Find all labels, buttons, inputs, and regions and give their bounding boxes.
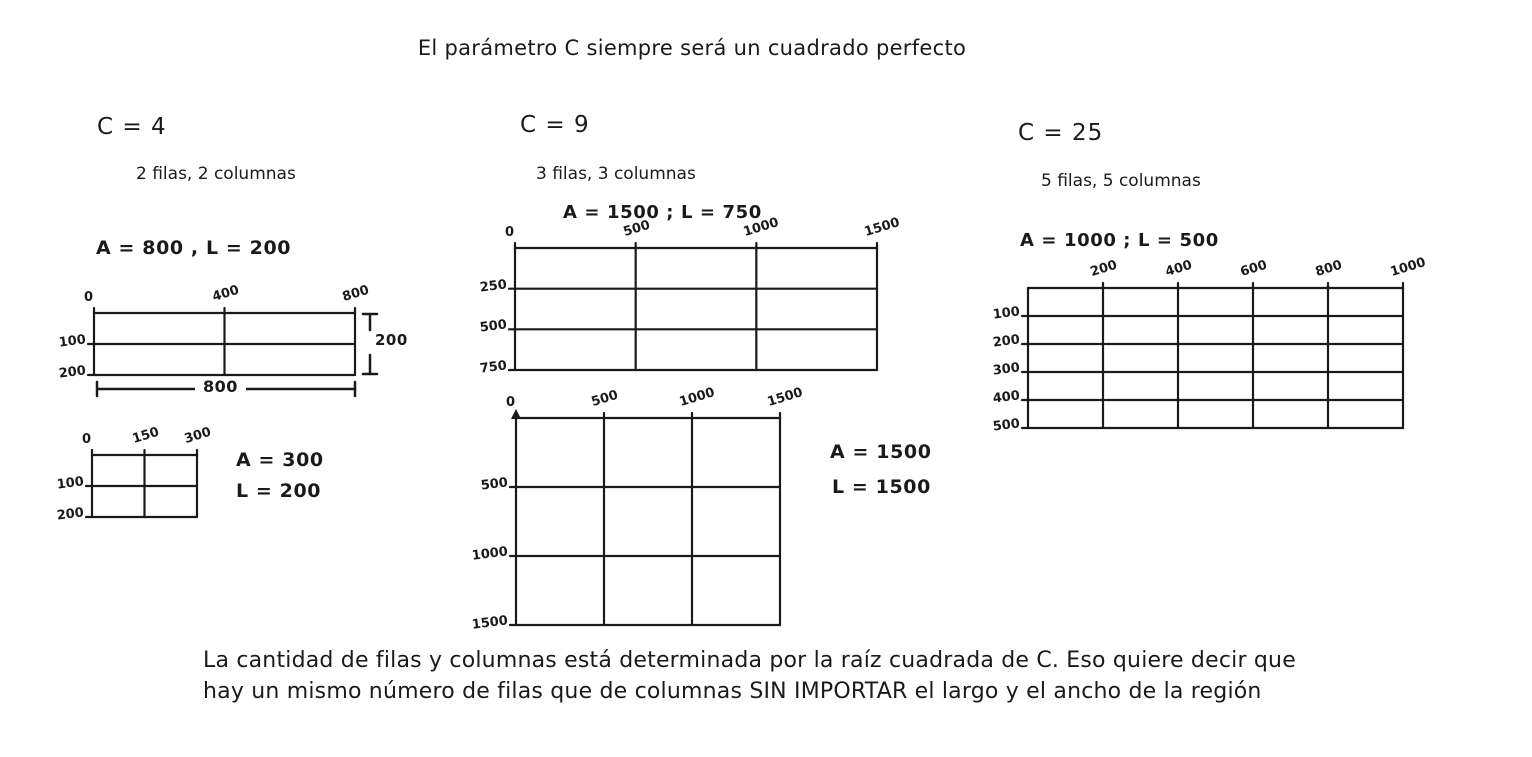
c4-heading: C = 4 — [97, 114, 167, 140]
c4-main-grid-y-tick-label: 200 — [57, 363, 87, 382]
c4-height-dimension-label: 200 — [375, 331, 408, 349]
c9-square-grid-x-tick-label: 0 — [506, 395, 516, 410]
footer-note — [203, 645, 1296, 707]
c4-small-grid — [55, 424, 213, 524]
page-title: El parámetro C siempre será un cuadrado perfecto — [417, 36, 967, 60]
c25-grid-y-tick-label: 100 — [991, 304, 1021, 323]
c25-rows-cols-label: 5 filas, 5 columnas — [1041, 171, 1201, 191]
c4-main-grid — [57, 282, 371, 382]
c9-wide-grid-y-tick-label: 500 — [478, 317, 508, 336]
c9-square-grid-x-tick-label: 500 — [589, 387, 620, 410]
c9-wide-grid-x-tick-label: 0 — [505, 225, 515, 240]
c9-wide-grid-y-tick-label: 250 — [478, 277, 508, 296]
c4-main-grid-x-tick-label: 400 — [210, 282, 241, 305]
c9-square-grid-y-tick-label: 500 — [479, 475, 509, 494]
c9-wide-grid-x-tick-label: 1500 — [862, 215, 902, 240]
c4-main-grid-x-tick-label: 0 — [84, 290, 94, 305]
c25-grid-y-tick-label: 300 — [991, 360, 1021, 379]
c4-width-dimension-label: 800 — [195, 377, 246, 396]
c9-square-grid — [471, 385, 805, 633]
c4-main-grid-x-tick-label: 800 — [340, 282, 371, 305]
footer-line-2: hay un mismo número de filas que de columnas SIN IMPORTAR el largo y el ancho de la región — [203, 679, 1262, 704]
c25-grid — [991, 255, 1428, 435]
c4-small-grid-y-tick-label: 100 — [55, 474, 85, 493]
c9-square-grid-y-tick-label: 1500 — [471, 613, 509, 633]
c4-small-grid-x-tick-label: 0 — [82, 432, 92, 447]
c25-grid-x-tick-label: 1000 — [1388, 255, 1428, 280]
c25-grid-y-tick-label: 200 — [991, 332, 1021, 351]
c9-square-grid-x-tick-label: 1500 — [765, 385, 805, 410]
c4-rows-cols-label: 2 filas, 2 columnas — [136, 164, 296, 184]
c9-square-grid-x-tick-label: 1000 — [677, 385, 717, 410]
c9-square-grid-l-label: L = 1500 — [832, 476, 931, 498]
c25-grid-x-tick-label: 800 — [1313, 257, 1344, 280]
c9-square-grid-a-label: A = 1500 — [830, 441, 932, 463]
c25-grid-y-tick-label: 400 — [991, 388, 1021, 407]
c25-grid-x-tick-label: 600 — [1238, 257, 1269, 280]
c4-small-grid-x-tick-label: 300 — [182, 424, 213, 447]
c4-small-grid-l-label: L = 200 — [236, 480, 322, 502]
c9-wide-grid-lines — [515, 248, 877, 370]
c9-wide-grid-x-tick-label: 500 — [621, 217, 652, 240]
c4-small-grid-x-tick-label: 150 — [130, 424, 161, 447]
c25-grid-y-tick-label: 500 — [991, 416, 1021, 435]
c25-params-label: A = 1000 ; L = 500 — [1020, 230, 1219, 251]
c25-grid-x-tick-label: 400 — [1163, 257, 1194, 280]
c9-square-grid-y-tick-label: 1000 — [471, 544, 509, 564]
c9-wide-grid-y-tick-label: 750 — [478, 358, 508, 377]
c9-wide-grid-x-tick-label: 1000 — [741, 215, 781, 240]
c4-small-grid-lines — [92, 455, 197, 517]
c4-main-grid-lines — [94, 313, 355, 375]
footer-line-1: La cantidad de filas y columnas está determinada por la raíz cuadrada de C. Eso quiere decir que — [203, 648, 1296, 673]
c25-grid-lines — [1028, 288, 1403, 428]
c4-params-label: A = 800 , L = 200 — [96, 237, 292, 259]
c9-heading: C = 9 — [520, 112, 590, 138]
c25-grid-x-tick-label: 200 — [1088, 257, 1119, 280]
c9-wide-grid — [478, 215, 902, 377]
c4-small-grid-a-label: A = 300 — [236, 449, 324, 471]
c25-heading: C = 25 — [1018, 120, 1104, 146]
c4-small-grid-y-tick-label: 200 — [55, 505, 85, 524]
c9-params-label: A = 1500 ; L = 750 — [563, 202, 762, 223]
c9-square-grid-lines — [516, 418, 780, 625]
c4-main-grid-y-tick-label: 100 — [57, 332, 87, 351]
c9-rows-cols-label: 3 filas, 3 columnas — [536, 164, 696, 184]
